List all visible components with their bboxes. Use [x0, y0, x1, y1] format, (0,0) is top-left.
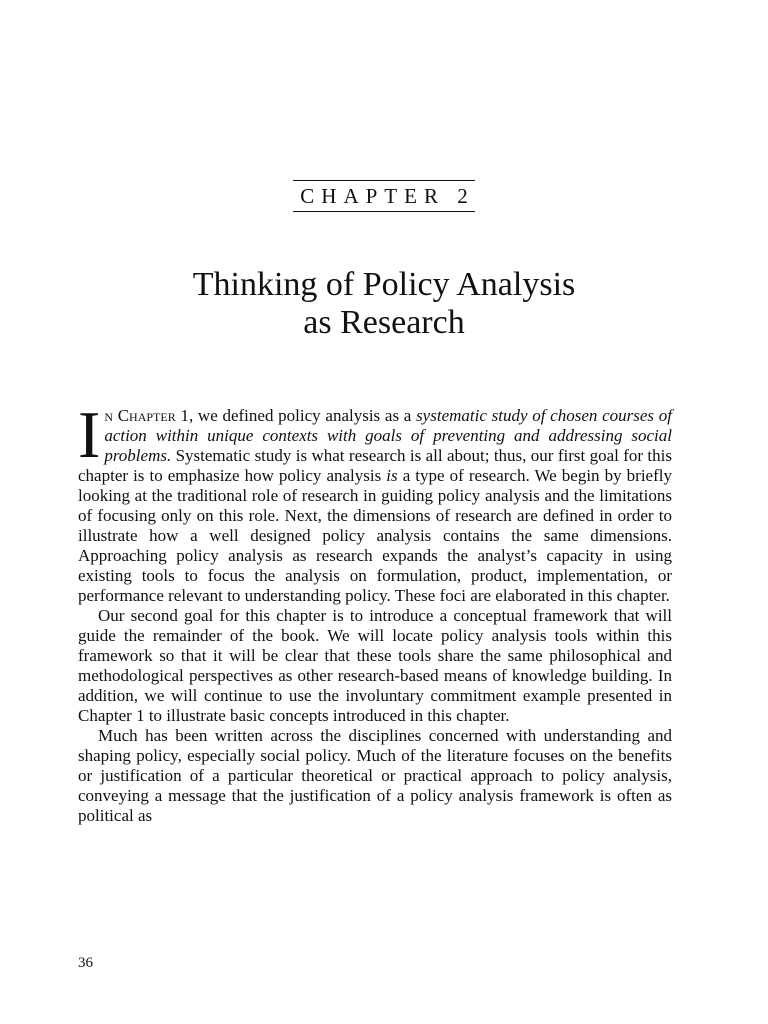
paragraph-1	[78, 398, 672, 606]
drop-cap: I	[78, 398, 101, 472]
lead-in-smallcaps: n Chapter	[104, 406, 176, 425]
paragraph-1-italic-b: is	[386, 466, 398, 485]
body-text	[78, 398, 672, 826]
paragraph-1-text-b: Systematic study is what research is all about; thus, our first goal for this chapter is to emphasize how policy analysis	[78, 446, 672, 485]
chapter-label	[0, 180, 768, 212]
page-number: 36	[78, 955, 93, 971]
chapter-title-line2: as Research	[303, 304, 465, 341]
paragraph-1-italic-a: systematic study of chosen courses of action within unique contexts with goals of preventing and addressing social problems.	[104, 406, 672, 465]
chapter-label-text: CHAPTER 2	[293, 180, 474, 212]
chapter-title-line1: Thinking of Policy Analysis	[192, 266, 576, 303]
paragraph-2: Our second goal for this chapter is to introduce a conceptual framework that will guide the remainder of the book. We will locate policy analysis tools within this framework so that it will be clear that these tools share the same philosophical and methodological perspectives as other research-based means of knowledge building. In addition, we will continue to use the involuntary commitment example presented in Chapter 1 to illustrate basic concepts introduced in this chapter.	[78, 606, 672, 725]
paragraph-1-text-c: a type of research. We begin by briefly looking at the traditional role of research in guiding policy analysis and the limitations of focusing only on this role. Next, the dimensions of research are defined in order to illustrate how a well designed policy analysis contains the same dimensions. Approaching policy analysis as research expands the analyst’s capacity in using existing tools to focus the analysis on formulation, product, implementation, or performance relevant to understanding policy. These foci are elaborated in this chapter.	[78, 466, 672, 605]
paragraph-3: Much has been written across the disciplines concerned with understanding and shaping policy, especially social policy. Much of the literature focuses on the benefits or justification of a particular theoretical or practical approach to policy analysis, conveying a message that the justification of a policy analysis framework is often as political as	[78, 726, 672, 825]
chapter-title	[0, 266, 768, 342]
paragraph-1-text-a: 1, we defined policy analysis as a	[175, 406, 417, 425]
